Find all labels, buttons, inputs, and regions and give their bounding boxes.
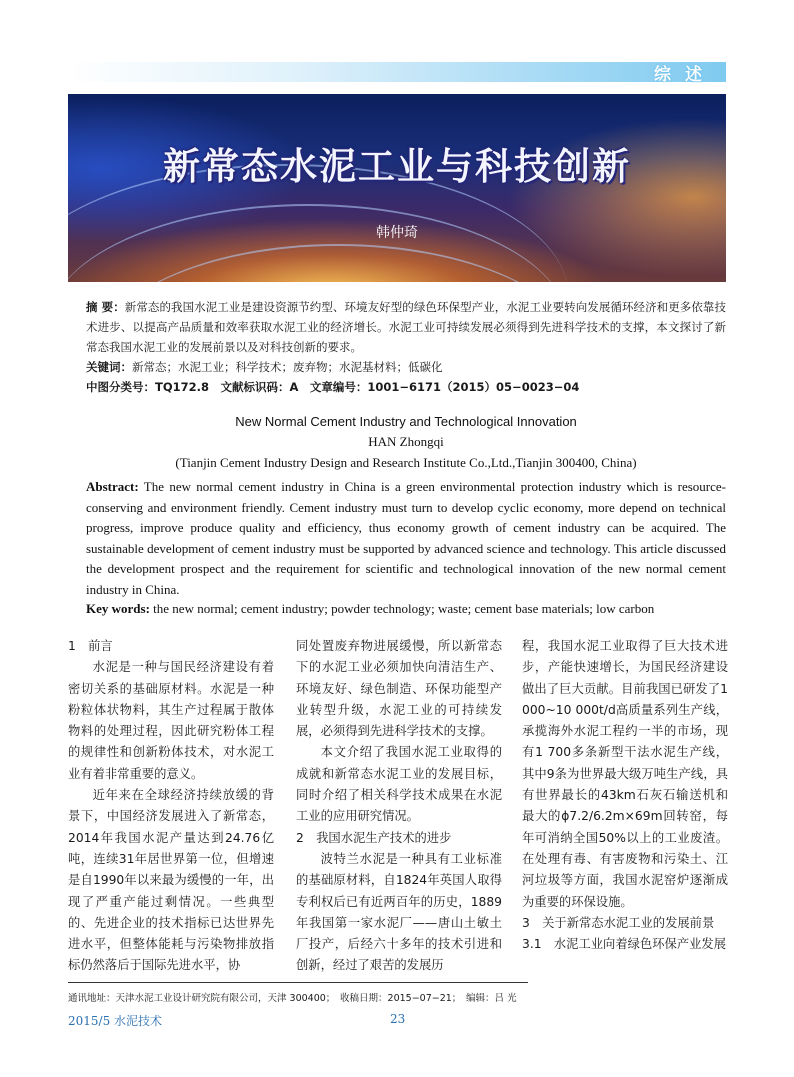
section-heading: 1 前言 xyxy=(68,639,113,653)
english-abstract xyxy=(86,477,726,600)
chinese-abstract xyxy=(86,297,726,397)
section-header-bar xyxy=(68,62,726,85)
english-title: New Normal Cement Industry and Technological Innovation xyxy=(235,414,577,429)
keywords-text: 新常态；水泥工业；科学技术；废弃物；水泥基材料；低碳化 xyxy=(132,360,443,374)
english-abstract-text: The new normal cement industry in China is a green environmental protection industry which is resource-conserving and environment friendly. Cement industry must turn to develop cyclic economy, more depend on technical progress, improve produce quality and efficiency, thus economy growth of cement industry can be acquired. The sustainable development of cement industry must be supported by advanced science and technology. This article discussed the development prospect and the requirement for scientific and technological innovation of the new normal cement industry in China. xyxy=(86,479,726,597)
article-title: 新常态水泥工业与科技创新 xyxy=(163,145,631,188)
section-heading: 3 关于新常态水泥工业的发展前景 xyxy=(522,915,715,930)
keywords-label: 关键词： xyxy=(86,360,132,374)
body-column-1 xyxy=(68,636,274,977)
section-label: 综述 xyxy=(654,65,716,85)
footnote-divider xyxy=(68,982,528,983)
body-paragraph: 水泥是一种与国民经济建设有着密切关系的基础原材料。水泥是一种粉粒体状物料，其生产过程属于散体物料的处理过程，因此研究粉体工程的规律性和创新粉体技术，对水泥工业有着非常重要的意义。 xyxy=(68,660,274,781)
body-paragraph: 近年来在全球经济持续放缓的背景下，中国经济发展进入了新常态，2014年我国水泥产量达到24.76亿吨，连续31年居世界第一位，但增速是自1990年以来最为缓慢的一年，出现了严重产能过剩情况。一些典型的、先进企业的技术指标已达世界先进水平，但整体能耗与污染物排放指标仍然落后于国际先进水平，协 xyxy=(68,788,274,973)
subsection-heading: 3.1 水泥工业向着绿色环保产业发展 xyxy=(522,937,727,952)
english-keywords-text: the new normal; cement industry; powder technology; waste; cement base materials; low carbon xyxy=(153,601,655,616)
body-column-3 xyxy=(522,636,728,955)
title-banner xyxy=(68,94,726,282)
article-author: 韩仲琦 xyxy=(376,225,418,241)
classification-line: 中图分类号：TQ172.8 文献标识码：A 文章编号：1001−6171（2015）05−0023−04 xyxy=(86,380,580,394)
body-paragraph: 本文介绍了我国水泥工业取得的成就和新常态水泥工业的发展目标，同时介绍了相关科学技术成果在水泥工业的应用研究情况。 xyxy=(296,745,502,824)
english-keywords xyxy=(86,601,726,617)
section-heading: 2 我国水泥生产技术的进步 xyxy=(296,830,452,845)
journal-footer: 2015/5 水泥技术 xyxy=(68,1014,163,1028)
abstract-label: 摘 要： xyxy=(86,300,125,314)
english-abstract-label: Abstract: xyxy=(86,479,139,494)
english-keywords-label: Key words: xyxy=(86,601,150,616)
english-affiliation: (Tianjin Cement Industry Design and Research Institute Co.,Ltd.,Tianjin 300400, China) xyxy=(175,455,637,470)
body-column-2 xyxy=(296,636,502,977)
body-paragraph: 波特兰水泥是一种具有工业标准的基础原材料，自1824年英国人取得专利权后已有近两百年的历史，1889年我国第一家水泥厂——唐山土敏土厂投产，后经六十多年的技术引进和创新，经过了艰苦的发展历 xyxy=(296,851,502,973)
english-author: HAN Zhongqi xyxy=(368,434,444,449)
body-columns xyxy=(68,636,728,976)
abstract-text: 新常态的我国水泥工业是建设资源节约型、环境友好型的绿色环保型产业，水泥工业要转向发展循环经济和更多依靠技术进步、以提高产品质量和效率获取水泥工业的经济增长。水泥工业可持续发展必须得到先进科学技术的支撑，本文探讨了新常态我国水泥工业的发展前景以及对科技创新的要求。 xyxy=(86,300,726,354)
page-number: 23 xyxy=(390,1012,406,1026)
body-paragraph: 程，我国水泥工业取得了巨大技术进步，产能快速增长，为国民经济建设做出了巨大贡献。目前我国已研发了1 000~10 000t/d高质量系列生产线，承揽海外水泥工程约一半的市场，现有1 700多条新型干法水泥生产线，其中9条为世界最大级万吨生产线，具有世界最长的43km石灰石输送机和最大的ϕ7.2/6.2m×69m回转窑，每年可消纳全国50%以上的工业废渣。在处理有毒、有害废物和污染土、江河垃圾等方面，我国水泥窑炉逐渐成为重要的环保设施。 xyxy=(522,639,728,909)
body-paragraph: 同处置废弃物进展缓慢，所以新常态下的水泥工业必须加快向清洁生产、环境友好、绿色制造、环保功能型产业转型升级，水泥工业的可持续发展，必须得到先进科学技术的支撑。 xyxy=(296,639,502,739)
footnote: 通讯地址：天津水泥工业设计研究院有限公司，天津 300400； 收稿日期：2015−07−21； 编辑：吕 光 xyxy=(68,993,517,1004)
